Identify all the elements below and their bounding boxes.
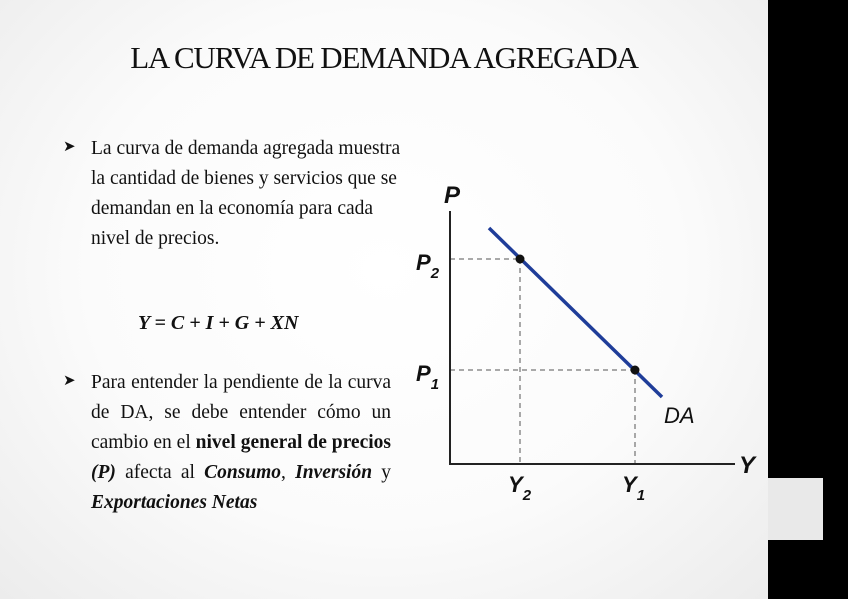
- bullet-slope-inversion: Inversión: [295, 462, 373, 483]
- y1-label: $Y_1$: [622, 472, 646, 504]
- y-axis-label: P: [444, 182, 461, 209]
- bullet-slope-text: Para entender la pendiente de la curva de DA, se debe entender cómo un cambio en el: [91, 372, 391, 453]
- bullet-slope-text: afecta al: [115, 462, 205, 483]
- curve-label: DA: [664, 403, 695, 428]
- bullet-definition-text: La curva de demanda agregada muestra la cantidad de bienes y servicios que se demandan en la economía para cada nivel de precios.: [91, 138, 401, 249]
- bullet-slope-p: (P): [91, 462, 116, 483]
- bullet-slope-bold: nivel general de precios: [195, 432, 391, 453]
- bullet-slope-consumo: Consumo: [204, 462, 282, 483]
- y2-label: $Y_2$: [508, 472, 532, 504]
- x-axis-label: Y: [739, 452, 756, 479]
- bullet-slope-text: ,: [281, 462, 296, 483]
- point-p1-y1: [631, 366, 640, 375]
- side-panel-block: [768, 478, 823, 540]
- slide-title: LA CURVA DE DEMANDA AGREGADA: [130, 40, 638, 75]
- arrow-bullet-icon: ➤: [63, 373, 76, 389]
- p2-label: $P_2$: [416, 250, 440, 282]
- bullet-slope-text: y: [372, 462, 392, 483]
- point-p2-y2: [516, 255, 525, 264]
- equation: Y = C + I + G + XN: [138, 312, 299, 334]
- p1-label: $P_1$: [416, 361, 440, 393]
- arrow-bullet-icon: ➤: [63, 139, 76, 155]
- bullet-slope-exportaciones: Exportaciones Netas: [91, 492, 258, 513]
